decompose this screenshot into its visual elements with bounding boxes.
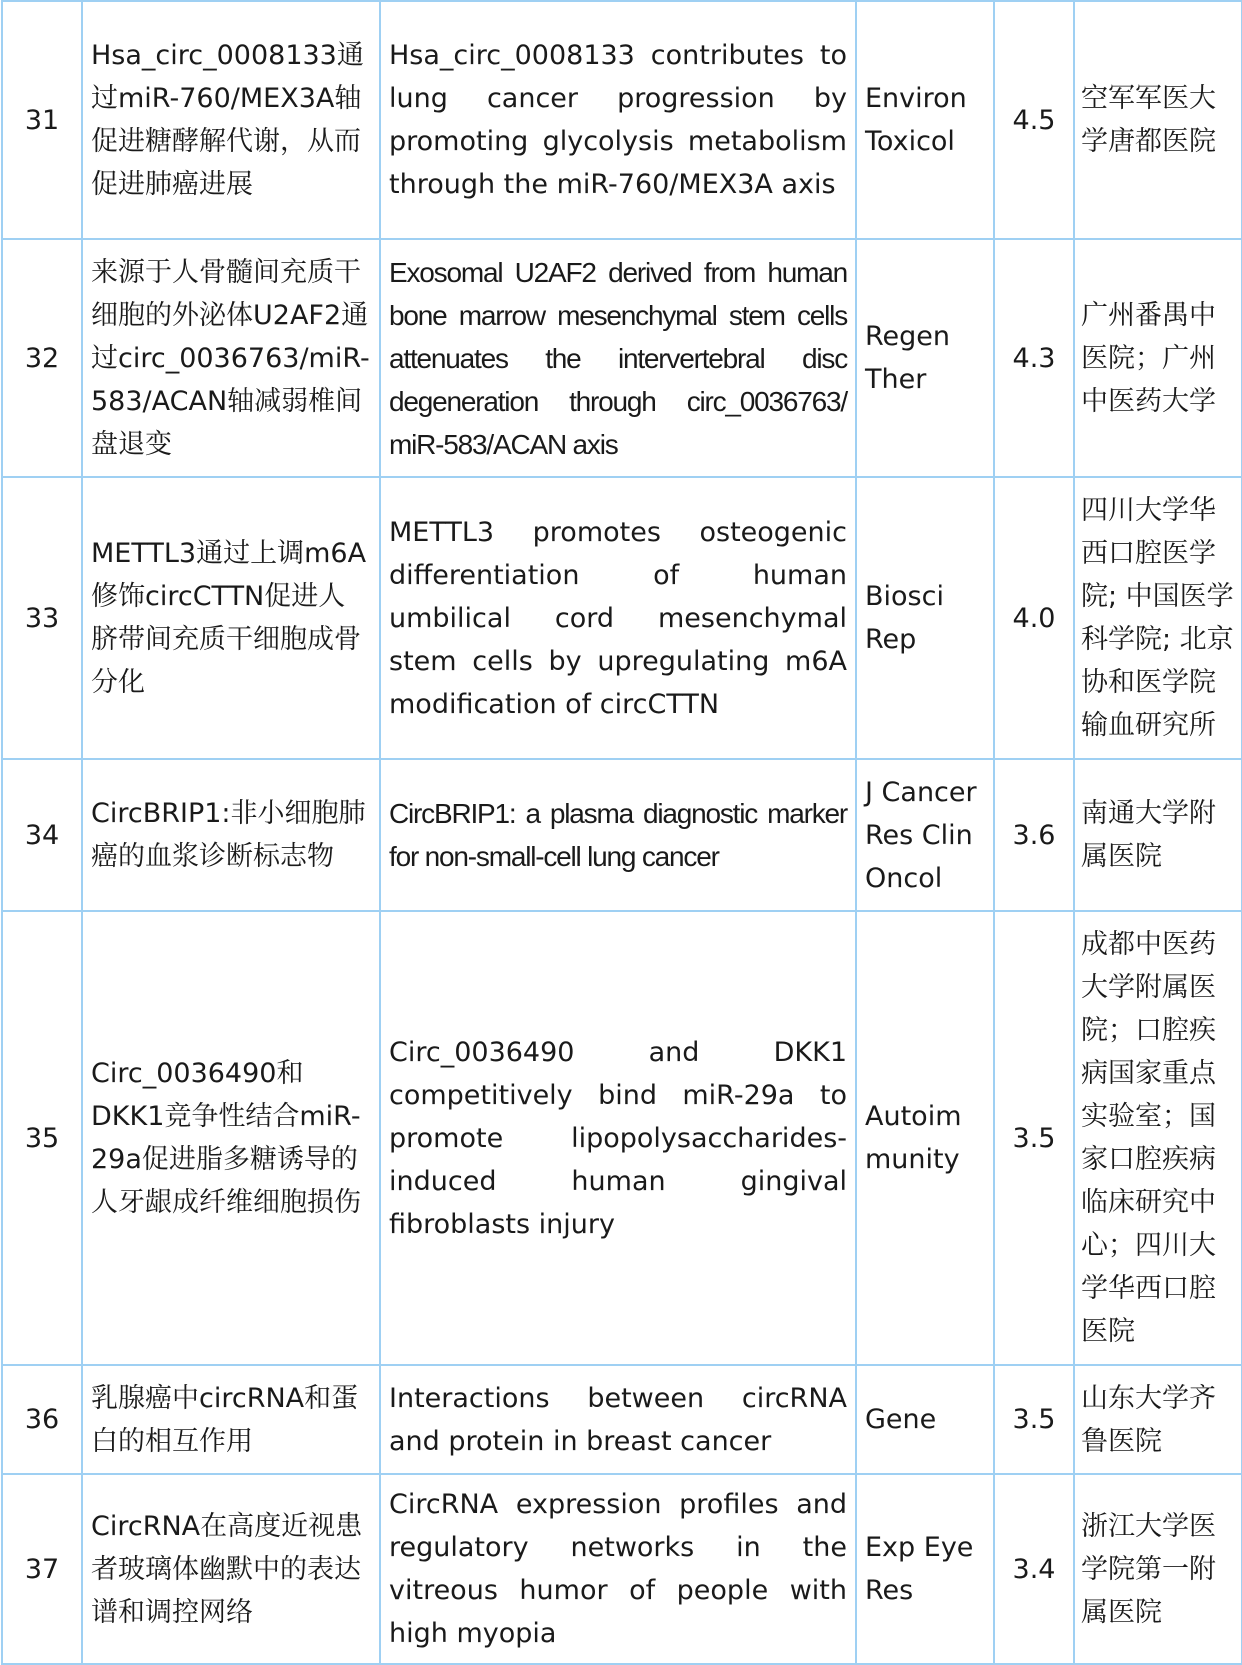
row-number: 33 xyxy=(2,477,82,759)
title-chinese: CircBRIP1:非小细胞肺癌的血浆诊断标志物 xyxy=(82,759,380,911)
impact-factor: 4.5 xyxy=(994,1,1074,239)
journal-name: Biosci Rep xyxy=(856,477,994,759)
journal-name: Gene xyxy=(856,1365,994,1474)
table-row xyxy=(2,911,1242,1365)
row-number: 32 xyxy=(2,239,82,477)
institution: 山东大学齐鲁医院 xyxy=(1074,1365,1242,1474)
impact-factor: 3.5 xyxy=(994,911,1074,1365)
journal-name: Autoimmunity xyxy=(856,911,994,1365)
table-row xyxy=(2,1,1242,239)
impact-factor: 3.4 xyxy=(994,1474,1074,1664)
impact-factor: 3.5 xyxy=(994,1365,1074,1474)
table-row xyxy=(2,477,1242,759)
title-english: CircRNA expression profiles and regulatory networks in the vitreous humor of people with high myopia xyxy=(380,1474,856,1664)
journal-name: Exp Eye Res xyxy=(856,1474,994,1664)
title-english: METTL3 promotes osteogenic differentiation of human umbilical cord mesenchymal stem cells by upregulating m6A modification of circCTTN xyxy=(380,477,856,759)
title-chinese: METTL3通过上调m6A修饰circCTTN促进人脐带间充质干细胞成骨分化 xyxy=(82,477,380,759)
title-english: Circ_0036490 and DKK1 competitively bind miR-29a to promote lipopolysaccharides-induced human gingival fibroblasts injury xyxy=(380,911,856,1365)
row-number: 31 xyxy=(2,1,82,239)
table-row xyxy=(2,1474,1242,1664)
institution: 浙江大学医学院第一附属医院 xyxy=(1074,1474,1242,1664)
table-row xyxy=(2,759,1242,911)
title-english: Hsa_circ_0008133 contributes to lung cancer progression by promoting glycolysis metabolism through the miR-760/MEX3A axis xyxy=(380,1,856,239)
institution: 成都中医药大学附属医院；口腔疾病国家重点实验室；国家口腔疾病临床研究中心；四川大学华西口腔医院 xyxy=(1074,911,1242,1365)
title-english: Exosomal U2AF2 derived from human bone marrow mesenchymal stem cells attenuates the intervertebral disc degeneration through circ_0036763/ miR-583/ACAN axis xyxy=(380,239,856,477)
title-chinese: CircRNA在高度近视患者玻璃体幽默中的表达谱和调控网络 xyxy=(82,1474,380,1664)
impact-factor: 4.0 xyxy=(994,477,1074,759)
circrna-publications-table xyxy=(1,0,1242,1665)
institution: 广州番禺中医院；广州中医药大学 xyxy=(1074,239,1242,477)
title-chinese: 乳腺癌中circRNA和蛋白的相互作用 xyxy=(82,1365,380,1474)
row-number: 37 xyxy=(2,1474,82,1664)
table-row xyxy=(2,1365,1242,1474)
journal-name: J Cancer Res Clin Oncol xyxy=(856,759,994,911)
journal-name: Regen Ther xyxy=(856,239,994,477)
row-number: 36 xyxy=(2,1365,82,1474)
title-chinese: Hsa_circ_0008133通过miR-760/MEX3A轴促进糖酵解代谢，从而促进肺癌进展 xyxy=(82,1,380,239)
title-english: CircBRIP1: a plasma diagnostic marker for non-small-cell lung cancer xyxy=(380,759,856,911)
row-number: 34 xyxy=(2,759,82,911)
row-number: 35 xyxy=(2,911,82,1365)
title-english: Interactions between circRNA and protein in breast cancer xyxy=(380,1365,856,1474)
institution: 空军军医大学唐都医院 xyxy=(1074,1,1242,239)
journal-name: Environ Toxicol xyxy=(856,1,994,239)
institution: 四川大学华西口腔医学院; 中国医学科学院; 北京协和医学院输血研究所 xyxy=(1074,477,1242,759)
institution: 南通大学附属医院 xyxy=(1074,759,1242,911)
impact-factor: 4.3 xyxy=(994,239,1074,477)
impact-factor: 3.6 xyxy=(994,759,1074,911)
title-chinese: Circ_0036490和DKK1竞争性结合miR-29a促进脂多糖诱导的人牙龈成纤维细胞损伤 xyxy=(82,911,380,1365)
title-chinese: 来源于人骨髓间充质干细胞的外泌体U2AF2通过circ_0036763/miR-583/ACAN轴减弱椎间盘退变 xyxy=(82,239,380,477)
table-row xyxy=(2,239,1242,477)
